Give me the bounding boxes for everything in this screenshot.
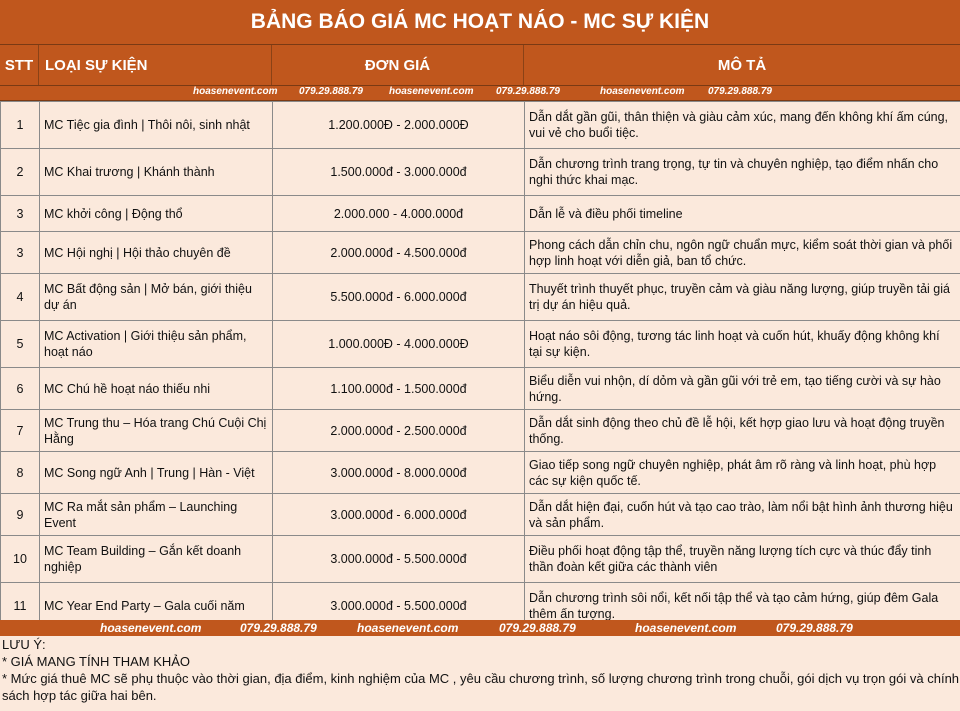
header-event-type: LOẠI SỰ KIỆN: [39, 45, 272, 85]
event-type: MC Tiệc gia đình | Thôi nôi, sinh nhật: [40, 102, 273, 149]
description: Dẫn chương trình trang trọng, tự tin và chuyên nghiệp, tạo điểm nhấn cho nghi thức khai mạc.: [525, 149, 960, 196]
price-range: 1.000.000Đ - 4.000.000Đ: [273, 321, 525, 368]
row-number: 4: [1, 274, 40, 321]
phone-text: 079.29.888.79: [499, 621, 576, 635]
phone-text: 079.29.888.79: [496, 86, 560, 97]
phone-text: 079.29.888.79: [708, 86, 772, 97]
description: Dẫn dắt hiện đại, cuốn hút và tạo cao trào, làm nổi bật hình ảnh thương hiệu và sản phẩm.: [525, 494, 960, 536]
event-type: MC Song ngữ Anh | Trung | Hàn - Việt: [40, 452, 273, 494]
website-text: hoasenevent.com: [389, 86, 474, 97]
description: Dẫn dắt gần gũi, thân thiện và giàu cảm xúc, mang đến không khí ấm cúng, vui vẻ cho buổi tiệc.: [525, 102, 960, 149]
table-header: [0, 45, 960, 86]
table-row: [1, 368, 960, 410]
row-number: 8: [1, 452, 40, 494]
table-row: [1, 321, 960, 368]
phone-text: 079.29.888.79: [299, 86, 363, 97]
page-title: BẢNG BÁO GIÁ MC HOẠT NÁO - MC SỰ KIỆN: [0, 0, 960, 45]
row-number: 2: [1, 149, 40, 196]
row-number: 10: [1, 536, 40, 583]
description: Giao tiếp song ngữ chuyên nghiệp, phát âm rõ ràng và linh hoạt, phù hợp các sự kiện quốc tế.: [525, 452, 960, 494]
table-row: [1, 274, 960, 321]
row-number: 9: [1, 494, 40, 536]
event-type: MC Trung thu – Hóa trang Chú Cuội Chị Hằng: [40, 410, 273, 452]
website-text: hoasenevent.com: [193, 86, 278, 97]
website-text: hoasenevent.com: [100, 621, 202, 635]
event-type: MC Year End Party – Gala cuối năm: [40, 583, 273, 629]
row-number: 5: [1, 321, 40, 368]
price-range: 1.100.000đ - 1.500.000đ: [273, 368, 525, 410]
price-range: 1.200.000Đ - 2.000.000Đ: [273, 102, 525, 149]
description: Phong cách dẫn chỉn chu, ngôn ngữ chuẩn mực, kiểm soát thời gian và phối hợp linh hoạt với diễn giả, ban tổ chức.: [525, 232, 960, 274]
phone-text: 079.29.888.79: [240, 621, 317, 635]
row-number: 6: [1, 368, 40, 410]
event-type: MC Ra mắt sản phẩm – Launching Event: [40, 494, 273, 536]
price-range: 3.000.000đ - 5.500.000đ: [273, 536, 525, 583]
header-description: MÔ TẢ: [717, 56, 767, 74]
description: Thuyết trình thuyết phục, truyền cảm và giàu năng lượng, giúp truyền tải giá trị dự án hiệu quả.: [525, 274, 960, 321]
row-number: 1: [1, 102, 40, 149]
table-row: [1, 536, 960, 583]
price-range: 5.500.000đ - 6.000.000đ: [273, 274, 525, 321]
row-number: 7: [1, 410, 40, 452]
table-row: [1, 102, 960, 149]
notes-line-1: * GIÁ MANG TÍNH THAM KHẢO: [2, 654, 191, 669]
description: Dẫn chương trình sôi nổi, kết nối tập thể và tạo cảm hứng, giúp đêm Gala thêm ấn tượng.: [525, 583, 960, 629]
table-row: [1, 494, 960, 536]
table-row: [1, 149, 960, 196]
website-text: hoasenevent.com: [600, 86, 685, 97]
description: Hoạt náo sôi động, tương tác linh hoạt và cuốn hút, khuấy động không khí tại sự kiện.: [525, 321, 960, 368]
event-type: MC Hội nghị | Hội thảo chuyên đề: [40, 232, 273, 274]
description: Dẫn lễ và điều phối timeline: [525, 196, 960, 232]
price-range: 3.000.000đ - 5.500.000đ: [273, 583, 525, 629]
price-range: 3.000.000đ - 6.000.000đ: [273, 494, 525, 536]
event-type: MC khởi công | Động thổ: [40, 196, 273, 232]
row-number: 11: [1, 583, 40, 629]
header-price: ĐƠN GIÁ: [272, 45, 524, 85]
description: Biểu diễn vui nhộn, dí dỏm và gần gũi với trẻ em, tạo tiếng cười và sự hào hứng.: [525, 368, 960, 410]
contact-strip-bottom: [0, 620, 960, 636]
event-type: MC Khai trương | Khánh thành: [40, 149, 273, 196]
contact-strip-top: [0, 86, 960, 101]
price-range: 2.000.000đ - 4.500.000đ: [273, 232, 525, 274]
event-type: MC Team Building – Gắn kết doanh nghiệp: [40, 536, 273, 583]
header-stt: STT: [0, 45, 39, 85]
website-text: hoasenevent.com: [635, 621, 737, 635]
phone-text: 079.29.888.79: [776, 621, 853, 635]
description: Dẫn dắt sinh động theo chủ đề lễ hội, kết hợp giao lưu và hoạt động truyền thống.: [525, 410, 960, 452]
notes-section: [0, 636, 960, 711]
price-range: 2.000.000 - 4.000.000đ: [273, 196, 525, 232]
notes-line-2: * Mức giá thuê MC sẽ phụ thuộc vào thời gian, địa điểm, kinh nghiệm của MC , yêu cầu chương trình, số lượng chương trình trong chuỗi, gói dịch vụ trọn gói và chính sách hợp tác giữa hai bên.: [2, 671, 960, 703]
row-number: 3: [1, 196, 40, 232]
table-row: [1, 452, 960, 494]
event-type: MC Activation | Giới thiệu sản phẩm, hoạt náo: [40, 321, 273, 368]
price-range: 2.000.000đ - 2.500.000đ: [273, 410, 525, 452]
price-range: 3.000.000đ - 8.000.000đ: [273, 452, 525, 494]
row-number: 3: [1, 232, 40, 274]
notes-heading: LƯU Ý:: [2, 637, 46, 652]
description: Điều phối hoạt động tập thể, truyền năng lượng tích cực và thúc đẩy tinh thần đoàn kết giữa các thành viên: [525, 536, 960, 583]
event-type: MC Chú hề hoạt náo thiếu nhi: [40, 368, 273, 410]
event-type: MC Bất động sản | Mở bán, giới thiệu dự án: [40, 274, 273, 321]
table-row: [1, 232, 960, 274]
table-row: [1, 410, 960, 452]
table-row: [1, 196, 960, 232]
price-table: [0, 101, 960, 629]
website-text: hoasenevent.com: [357, 621, 459, 635]
price-range: 1.500.000đ - 3.000.000đ: [273, 149, 525, 196]
